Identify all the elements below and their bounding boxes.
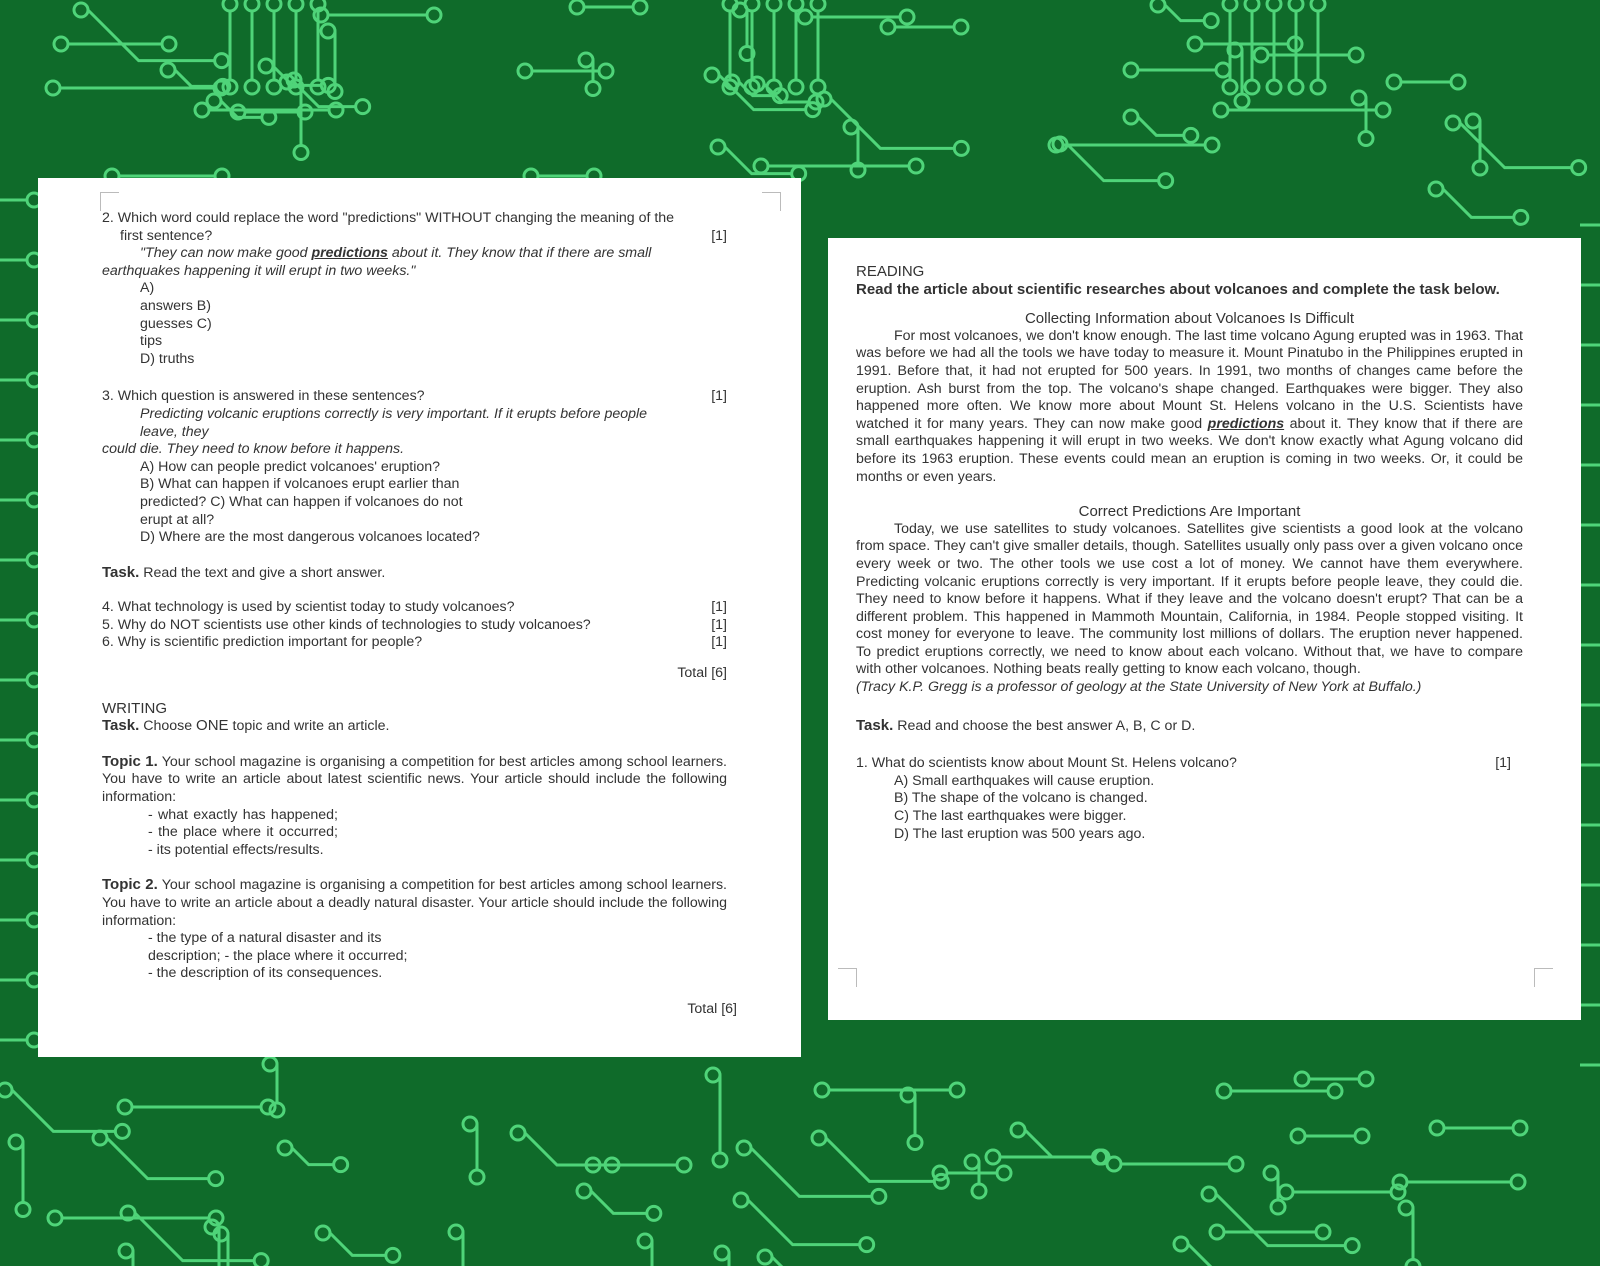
question-3-quote: Predicting volcanic eruptions correctly is very important. If it erupts before people bbox=[140, 405, 648, 422]
circuit-pad bbox=[1205, 138, 1219, 152]
question-1-options bbox=[856, 773, 1523, 843]
circuit-pad bbox=[1291, 1129, 1305, 1143]
short-questions bbox=[102, 599, 727, 652]
circuit-trace bbox=[330, 1233, 386, 1255]
circuit-pad bbox=[1267, 0, 1281, 11]
circuit-pad bbox=[263, 1057, 277, 1071]
circuit-pad bbox=[711, 140, 725, 154]
circuit-pad bbox=[633, 0, 647, 14]
question-2-line2 bbox=[102, 228, 727, 246]
circuit-pad bbox=[245, 80, 259, 94]
circuit-pad bbox=[278, 1141, 292, 1155]
circuit-pad bbox=[1311, 0, 1325, 11]
circuit-trace bbox=[748, 1200, 860, 1245]
circuit-pad bbox=[119, 1244, 133, 1258]
circuit-pad bbox=[677, 1158, 691, 1172]
circuit-pad bbox=[881, 20, 895, 34]
circuit-pad bbox=[1011, 1123, 1025, 1137]
question-3-options bbox=[102, 459, 727, 547]
topic-2-bullets: - the type of a natural disaster and its description; - the place where it occurred; bbox=[148, 930, 408, 964]
circuit-pad bbox=[48, 1211, 62, 1225]
circuit-trace bbox=[772, 1257, 869, 1266]
circuit-pad bbox=[386, 1248, 400, 1262]
circuit-pad bbox=[1359, 132, 1373, 146]
circuit-pad bbox=[972, 1184, 986, 1198]
circuit-pad bbox=[1352, 91, 1366, 105]
short-answer-task bbox=[102, 564, 727, 583]
circuit-pad bbox=[950, 1083, 964, 1097]
circuit-pad bbox=[161, 63, 175, 77]
circuit-pad bbox=[1391, 1185, 1405, 1199]
circuit-pad bbox=[1216, 63, 1230, 77]
task-text: Read and choose the best answer A, B, C or D. bbox=[893, 717, 1196, 734]
circuit-pad bbox=[705, 68, 719, 82]
circuit-pad bbox=[1159, 174, 1173, 188]
circuit-pad bbox=[954, 141, 968, 155]
article-credit: (Tracy K.P. Gregg is a professor of geology at the State University of New York at Buffalo.) bbox=[856, 679, 1422, 696]
worksheet-page-right bbox=[828, 238, 1581, 1020]
option: A) Small earthquakes will cause eruption. bbox=[894, 772, 1155, 789]
circuit-pad bbox=[259, 59, 273, 73]
circuit-pad bbox=[1466, 114, 1480, 128]
circuit-pad bbox=[599, 64, 613, 78]
circuit-pad bbox=[1245, 0, 1259, 11]
task-text: Read the text and give a short answer. bbox=[139, 564, 386, 581]
circuit-pad bbox=[1430, 1121, 1444, 1135]
short-question-text: 6. Why is scientific prediction important for people? bbox=[102, 634, 423, 651]
circuit-pad bbox=[93, 1131, 107, 1145]
topic-1-bullets: - what exactly has happened; - the place where it occurred; - its potential effects/results. bbox=[148, 806, 338, 858]
topic-label: Topic 1. bbox=[102, 752, 158, 770]
circuit-pad bbox=[54, 37, 68, 51]
circuit-trace bbox=[591, 1191, 647, 1213]
question-3-mark: [1] bbox=[711, 388, 727, 405]
circuit-pad bbox=[470, 1170, 484, 1184]
circuit-pad bbox=[1311, 80, 1325, 94]
circuit-pad bbox=[872, 1189, 886, 1203]
circuit-pad bbox=[427, 8, 441, 22]
circuit-pad bbox=[1174, 1237, 1188, 1251]
circuit-pad bbox=[118, 1100, 132, 1114]
circuit-pad bbox=[1124, 110, 1138, 124]
circuit-pad bbox=[1514, 210, 1528, 224]
task-text: topic and write an article. bbox=[228, 718, 390, 735]
paragraph-text: For most volcanoes, we don't know enough. The last time volcano Agung erupted was in 1963. That was before we had all the tools we have today to measure it. Mount Pinatubo in the Philippines erupted in 1991. Before that, it had not erupted for 500 years. In 1991, two months of changes came before the eruption. Ash burst from the top. The volcano's shape changed. Earthquakes were bigger. They also happened more often. We know more about Mount St. Helens volcano in the U.S. Scientists have watched it for many years. They can now make good bbox=[856, 327, 1523, 432]
circuit-pad bbox=[289, 0, 303, 11]
circuit-pad bbox=[74, 3, 88, 17]
circuit-pad bbox=[215, 54, 229, 68]
circuit-pad bbox=[1446, 116, 1460, 130]
task-label: Task. bbox=[102, 717, 140, 735]
circuit-trace bbox=[175, 70, 216, 86]
circuit-pad bbox=[46, 81, 60, 95]
circuit-trace bbox=[12, 1090, 115, 1131]
circuit-pad bbox=[1184, 128, 1198, 142]
topic-2-bullets: - the description of its consequences. bbox=[148, 965, 383, 982]
circuit-trace bbox=[1067, 144, 1159, 181]
circuit-pad bbox=[579, 53, 593, 67]
circuit-pad bbox=[254, 1254, 268, 1266]
circuit-pad bbox=[1202, 1187, 1216, 1201]
paragraph-text: about it. They know that if there are small earthquakes happening it will erupt in two weeks. We don't know exactly what Agung volcano did before its 1963 eruption. These events could mean an eruption is coming in two weeks. Or, it could be months or even years. bbox=[856, 415, 1523, 485]
circuit-pad bbox=[1223, 0, 1237, 11]
circuit-pad bbox=[16, 1203, 30, 1217]
circuit-pad bbox=[162, 37, 176, 51]
circuit-trace bbox=[135, 1213, 254, 1261]
option: A) bbox=[140, 280, 155, 297]
crop-mark bbox=[838, 968, 857, 987]
circuit-pad bbox=[713, 1153, 727, 1167]
circuit-trace bbox=[107, 1138, 209, 1179]
article-paragraph: Today, we use satellites to study volcanoes. Satellites give scientists a good look at the volcano from space. They can't give smaller details, though. Satellites usually only pass over a given volcano once every week or two. The other tools we use cost a lot of money. We cannot have them everywhere. Predicting volcanic eruptions correctly is very important. If it erupts before people leave, they could die. They need to know before it happens. What if they leave and the volcano doesn't erupt? That can be a different problem. This happened in Mammoth Mountain, California, in 1984. People stopped visiting. It cost money for everyone to leave. The community lost millions of dollars. The eruption never happened. To predict eruptions correctly, we need to know about each volcano. Without that, we have to compare with other volcanoes. Nothing beats really getting to know each volcano, though. bbox=[856, 520, 1523, 678]
circuit-pad bbox=[1279, 1185, 1293, 1199]
circuit-pad bbox=[1316, 1225, 1330, 1239]
circuit-pad bbox=[1406, 1260, 1420, 1266]
circuit-pad bbox=[0, 1083, 12, 1097]
circuit-trace bbox=[292, 1148, 334, 1165]
circuit-pad bbox=[811, 0, 825, 11]
circuit-trace bbox=[88, 10, 215, 61]
circuit-trace bbox=[1025, 1130, 1093, 1157]
article-subtitle: Correct Predictions Are Important bbox=[1078, 503, 1301, 521]
circuit-pad bbox=[334, 1158, 348, 1172]
option: answers B) bbox=[140, 297, 211, 314]
circuit-trace bbox=[826, 1138, 934, 1181]
crop-mark bbox=[762, 192, 781, 211]
circuit-pad bbox=[1328, 1084, 1342, 1098]
circuit-pad bbox=[1235, 94, 1249, 108]
option: tips bbox=[140, 333, 163, 350]
task-emphasis: ONE bbox=[196, 717, 229, 735]
total-score: Total [6] bbox=[677, 665, 727, 682]
circuit-pad bbox=[706, 1068, 720, 1082]
question-2-quote bbox=[102, 245, 727, 263]
question-text: 1. What do scientists know about Mount St. Helens volcano? bbox=[856, 755, 1237, 772]
circuit-pad bbox=[1204, 14, 1218, 28]
circuit-pad bbox=[1513, 1121, 1527, 1135]
circuit-pad bbox=[245, 0, 259, 11]
option: B) What can happen if volcanoes erupt earlier than bbox=[140, 476, 460, 493]
quote-text: "They can now make good bbox=[140, 245, 312, 262]
circuit-pad bbox=[1223, 80, 1237, 94]
question-3 bbox=[102, 388, 727, 406]
question-3-quote: leave, they bbox=[140, 423, 209, 440]
circuit-pad bbox=[1188, 37, 1202, 51]
circuit-pad bbox=[1151, 0, 1165, 12]
circuit-pad bbox=[1376, 103, 1390, 117]
circuit-pad bbox=[860, 1238, 874, 1252]
circuit-pad bbox=[1511, 1175, 1525, 1189]
crop-mark bbox=[1534, 968, 1553, 987]
circuit-trace bbox=[1165, 5, 1204, 21]
total-score: Total [6] bbox=[687, 1000, 737, 1017]
circuit-pad bbox=[638, 1234, 652, 1248]
circuit-pad bbox=[577, 1184, 591, 1198]
circuit-pad bbox=[1210, 1225, 1224, 1239]
circuit-trace bbox=[831, 99, 954, 148]
circuit-pad bbox=[1355, 1129, 1369, 1143]
circuit-pad bbox=[1399, 1201, 1413, 1215]
question-mark: [1] bbox=[1495, 755, 1511, 772]
circuit-pad bbox=[997, 1166, 1011, 1180]
short-question bbox=[102, 617, 727, 635]
circuit-pad bbox=[811, 80, 825, 94]
reading-instruction: Read the article about scientific researches about volcanoes and complete the task below. bbox=[856, 280, 1500, 298]
option: D) The last eruption was 500 years ago. bbox=[894, 825, 1146, 842]
circuit-trace bbox=[751, 1148, 872, 1196]
question-2-mark: [1] bbox=[711, 227, 727, 244]
topic-text: Your school magazine is organising a competition for best articles among school learners. You have to write an article about a deadly natural disaster. Your article should include the following information: bbox=[102, 877, 728, 929]
circuit-pad bbox=[1214, 103, 1228, 117]
circuit-pad bbox=[1349, 48, 1363, 62]
short-question-mark: [1] bbox=[711, 616, 727, 633]
circuit-pad bbox=[965, 1155, 979, 1169]
option: guesses C) bbox=[140, 315, 212, 332]
reading-task bbox=[856, 717, 1523, 736]
circuit-pad bbox=[798, 10, 812, 24]
circuit-pad bbox=[356, 100, 370, 114]
circuit-pad bbox=[1359, 1072, 1373, 1086]
highlighted-word: predictions bbox=[1207, 415, 1285, 432]
task-text: Choose bbox=[139, 718, 197, 735]
circuit-pad bbox=[1473, 161, 1487, 175]
circuit-pad bbox=[812, 1131, 826, 1145]
circuit-pad bbox=[209, 1172, 223, 1186]
circuit-pad bbox=[1451, 75, 1465, 89]
circuit-trace bbox=[1443, 189, 1514, 217]
question-2-line1: 2. Which word could replace the word "predictions" WITHOUT changing the meaning of the bbox=[102, 210, 675, 226]
circuit-pad bbox=[321, 24, 335, 38]
circuit-pad bbox=[570, 0, 584, 14]
option: predicted? C) What can happen if volcanoes do not bbox=[140, 493, 463, 510]
short-question-text: 4. What technology is used by scientist today to study volcanoes? bbox=[102, 599, 515, 616]
option: A) How can people predict volcanoes' eruption? bbox=[140, 458, 441, 475]
highlighted-word: predictions bbox=[311, 245, 388, 262]
worksheet-page-left bbox=[38, 178, 801, 1057]
circuit-pad bbox=[261, 1100, 275, 1114]
circuit-pad bbox=[449, 1225, 463, 1239]
circuit-pad bbox=[1254, 48, 1268, 62]
circuit-trace bbox=[1188, 1244, 1296, 1266]
circuit-pad bbox=[647, 1206, 661, 1220]
circuit-pad bbox=[316, 1226, 330, 1240]
circuit-pad bbox=[789, 0, 803, 11]
circuit-pad bbox=[1267, 80, 1281, 94]
circuit-pad bbox=[758, 1250, 772, 1264]
circuit-pad bbox=[1289, 0, 1303, 11]
reading-heading: READING bbox=[856, 263, 925, 280]
option: D) truths bbox=[140, 350, 195, 367]
reading-question-1 bbox=[856, 755, 1511, 773]
writing-heading: WRITING bbox=[102, 699, 167, 717]
question-2-quote-end: earthquakes happening it will erupt in two weeks." bbox=[102, 262, 416, 279]
circuit-pad bbox=[267, 0, 281, 11]
topic-2 bbox=[102, 876, 727, 930]
circuit-pad bbox=[815, 1083, 829, 1097]
short-question-mark: [1] bbox=[711, 599, 727, 616]
circuit-pad bbox=[900, 10, 914, 24]
circuit-pad bbox=[1229, 1157, 1243, 1171]
circuit-pad bbox=[908, 1136, 922, 1150]
crop-mark bbox=[100, 192, 119, 211]
option: erupt at all? bbox=[140, 511, 215, 528]
circuit-pad bbox=[1289, 80, 1303, 94]
circuit-pad bbox=[1217, 1084, 1231, 1098]
circuit-pad bbox=[195, 103, 209, 117]
short-question bbox=[102, 599, 727, 617]
circuit-pad bbox=[1429, 182, 1443, 196]
topic-label: Topic 2. bbox=[102, 876, 158, 894]
writing-task bbox=[102, 717, 727, 736]
short-question-text: 5. Why do NOT scientists use other kinds of technologies to study volcanoes? bbox=[102, 616, 591, 633]
question-3-quote: could die. They need to know before it happens. bbox=[102, 441, 405, 458]
circuit-pad bbox=[1271, 1200, 1285, 1214]
circuit-trace bbox=[525, 1133, 605, 1165]
circuit-pad bbox=[715, 1246, 729, 1260]
article-paragraph bbox=[856, 328, 1523, 486]
circuit-pad bbox=[734, 1193, 748, 1207]
circuit-pad bbox=[754, 159, 768, 173]
task-label: Task. bbox=[102, 563, 140, 581]
circuit-pad bbox=[9, 1135, 23, 1149]
circuit-pad bbox=[463, 1117, 477, 1131]
circuit-pad bbox=[737, 1141, 751, 1155]
topic-text: Your school magazine is organising a competition for best articles among school learners. You have to write an article about latest scientific news. Your article should include the following information: bbox=[102, 753, 728, 806]
circuit-pad bbox=[223, 0, 237, 11]
circuit-pad bbox=[294, 146, 308, 160]
circuit-pad bbox=[1387, 75, 1401, 89]
option: D) Where are the most dangerous volcanoes located? bbox=[140, 529, 480, 546]
circuit-pad bbox=[1345, 1239, 1359, 1253]
short-question-mark: [1] bbox=[711, 634, 727, 651]
circuit-pad bbox=[115, 1124, 129, 1138]
circuit-pad bbox=[767, 0, 781, 11]
circuit-pad bbox=[1572, 161, 1586, 175]
question-2-options bbox=[102, 280, 727, 368]
circuit-pad bbox=[267, 80, 281, 94]
circuit-pad bbox=[586, 82, 600, 96]
circuit-pad bbox=[909, 159, 923, 173]
short-question bbox=[102, 634, 727, 652]
task-label: Task. bbox=[856, 716, 894, 734]
circuit-pad bbox=[329, 103, 343, 117]
question-2-text: first sentence? bbox=[120, 227, 213, 244]
circuit-pad bbox=[986, 1150, 1000, 1164]
circuit-pad bbox=[1264, 1166, 1278, 1180]
option: B) The shape of the volcano is changed. C) The last earthquakes were bigger. bbox=[894, 790, 1148, 825]
circuit-pad bbox=[270, 1103, 284, 1117]
circuit-pad bbox=[954, 20, 968, 34]
circuit-pad bbox=[511, 1126, 525, 1140]
circuit-trace bbox=[1138, 117, 1184, 135]
topic-1 bbox=[102, 753, 727, 807]
circuit-pad bbox=[1245, 80, 1259, 94]
question-3-text: 3. Which question is answered in these sentences? bbox=[102, 388, 425, 405]
circuit-pad bbox=[518, 64, 532, 78]
circuit-pad bbox=[789, 80, 803, 94]
circuit-pad bbox=[1124, 63, 1138, 77]
quote-text: about it. They know that if there are small bbox=[387, 245, 652, 262]
article-title: Collecting Information about Volcanoes Is Difficult bbox=[1024, 310, 1355, 328]
circuit-pad bbox=[1295, 1072, 1309, 1086]
